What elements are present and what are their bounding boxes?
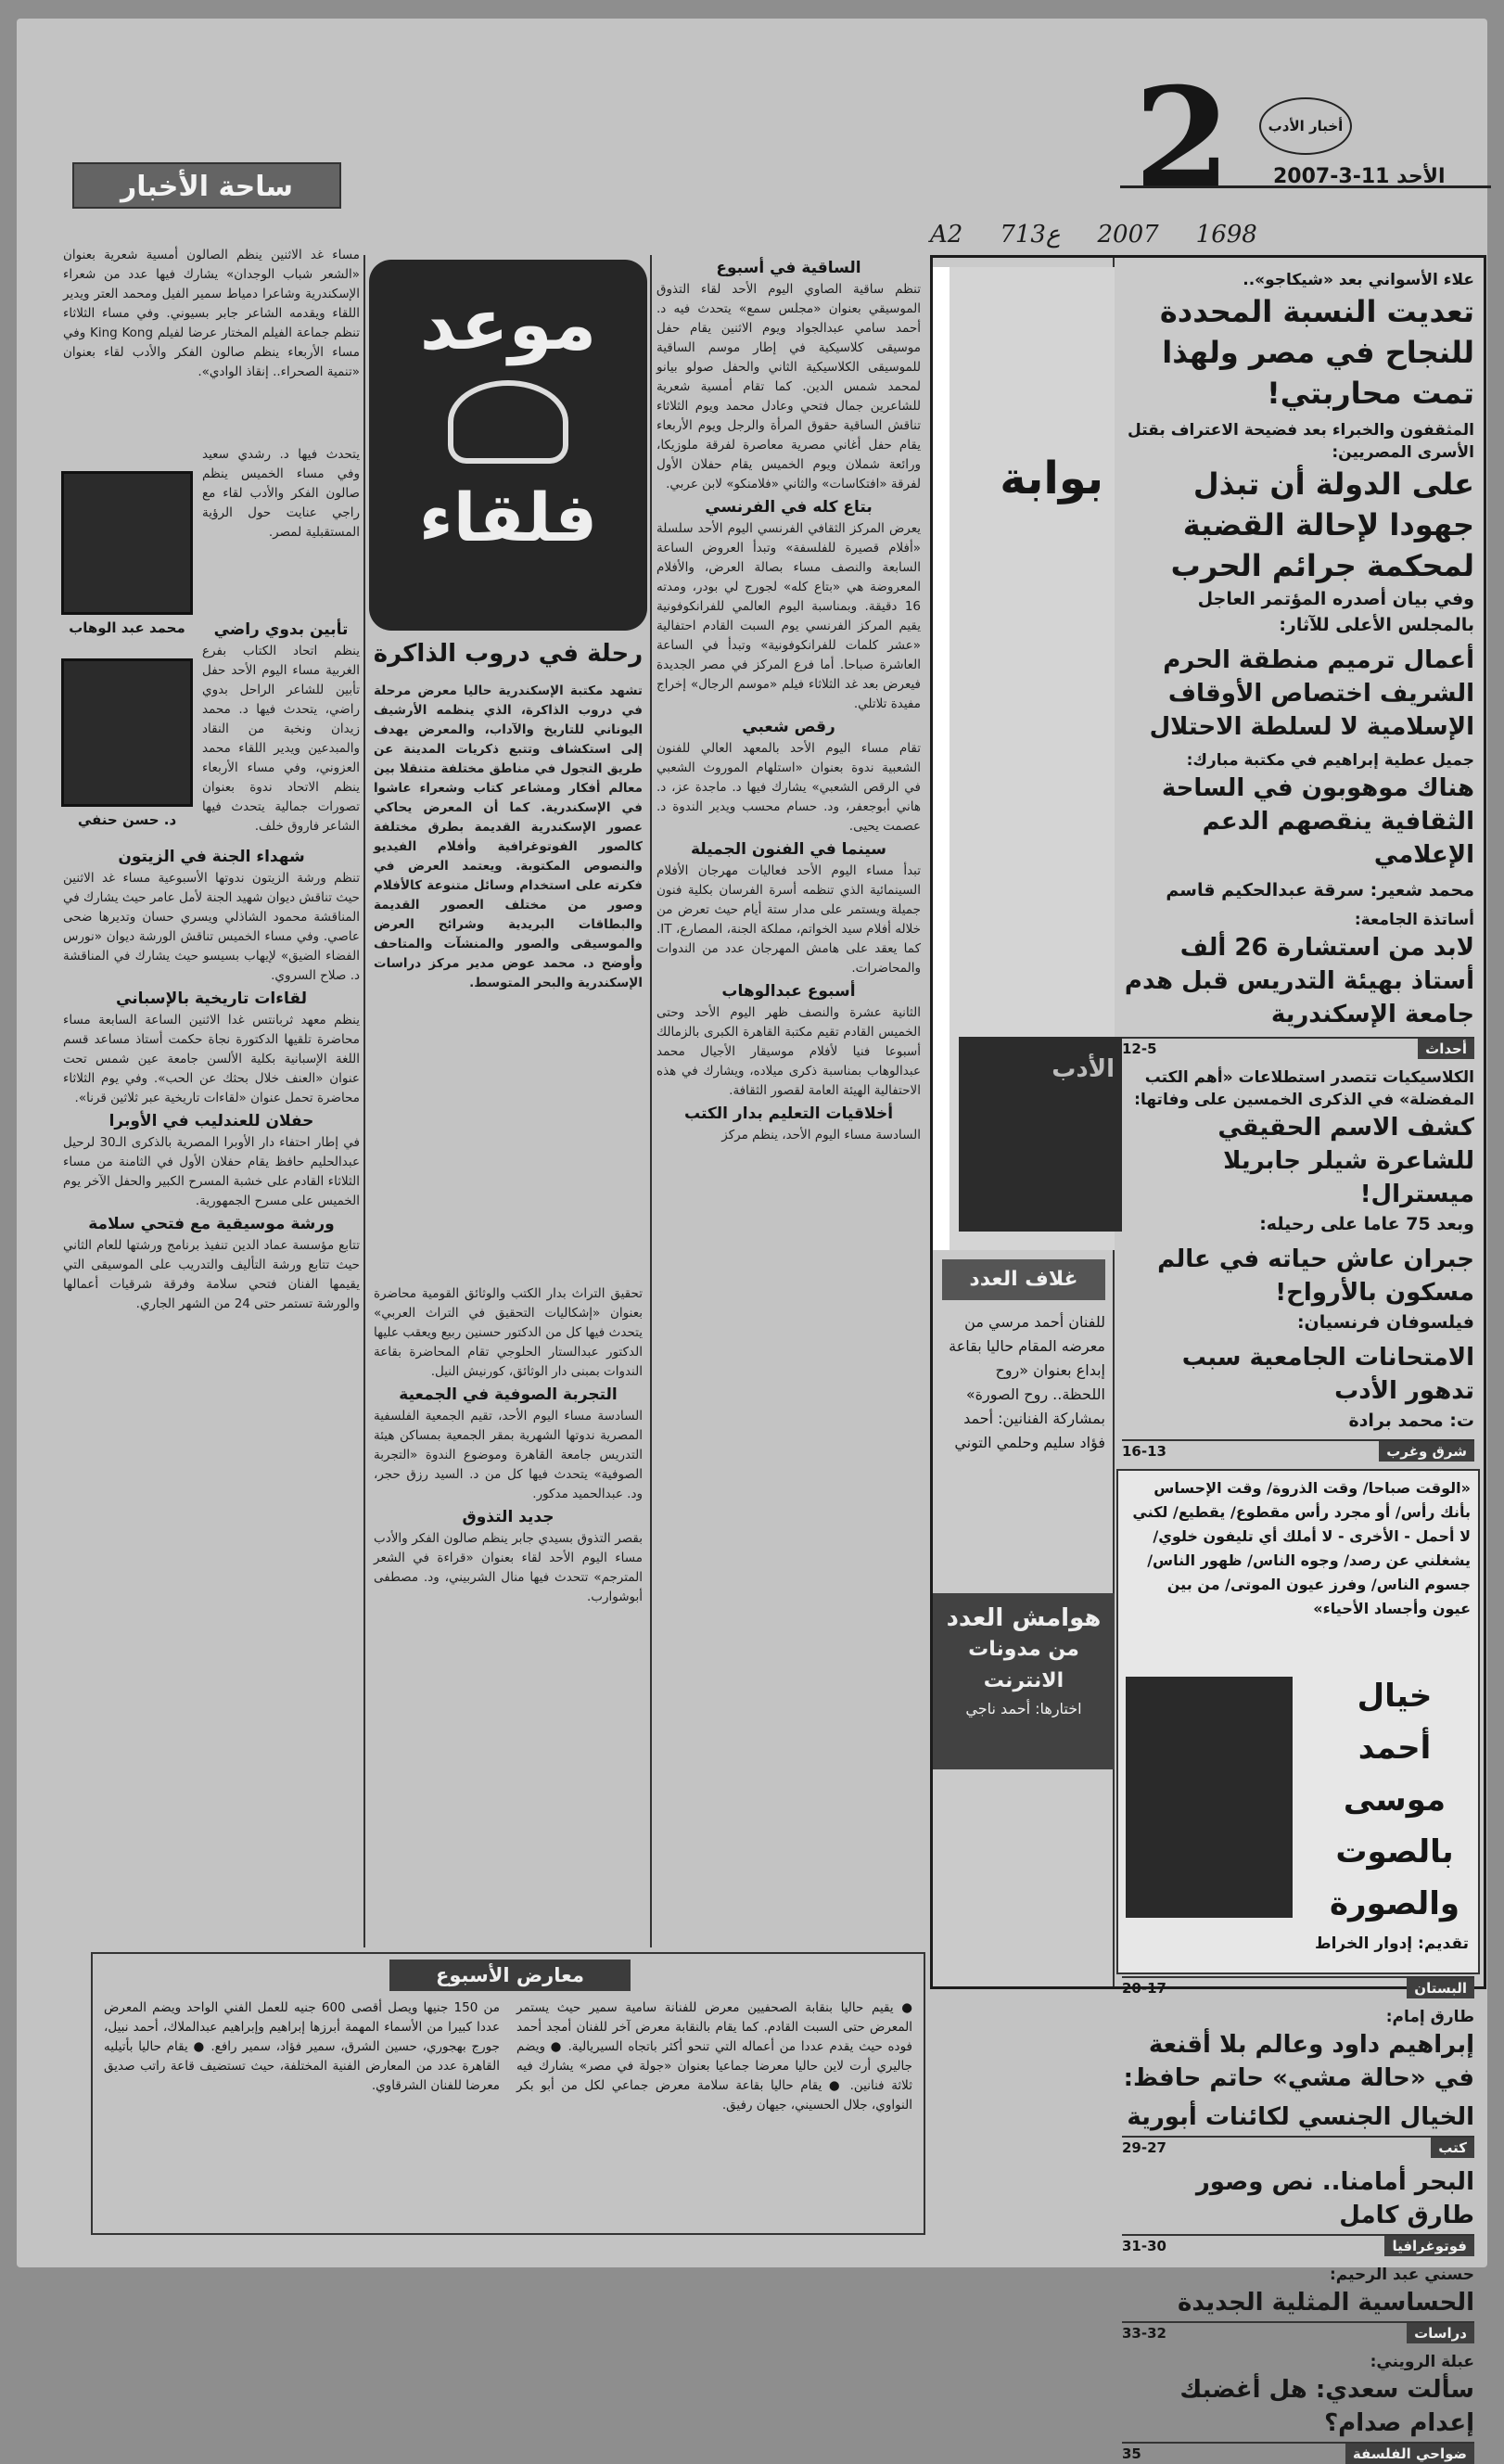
- portrait-photo: [61, 471, 193, 615]
- toc-section-label: دراسات: [1407, 2323, 1474, 2343]
- portal-title: بوابة: [1000, 453, 1103, 504]
- toc-headline: كشف الاسم الحقيقي للشاعرة شيلر جابريلا ميسترال!: [1217, 1114, 1474, 1208]
- toc-kicker: علاء الأسواني بعد «شيكاجو»..: [1243, 271, 1474, 289]
- cover-photo: [959, 1037, 1122, 1232]
- article-title: ورشة موسيقية مع فتحي سلامة: [88, 1215, 335, 1233]
- handwritten-mark: 1698: [1195, 221, 1257, 249]
- toc-headline: على الدولة أن تبذل جهودا لإحالة القضية لمحكمة جرائم الحرب: [1170, 466, 1474, 583]
- article-title: بتاع كله في الفرنسي: [705, 498, 873, 517]
- toc-headline: الامتحانات الجامعية سبب تدهور الأدب: [1181, 1344, 1474, 1405]
- page-number: 2: [1134, 57, 1231, 221]
- article-body: يعرض المركز الثقافي الفرنسي اليوم الأحد سلسلة «أفلام قصيرة للفلسفة» وتبدأ العروض الساعة السابعة والنصف مساء بصالة العرض، والأفلام المعروضة هي «بتاع كله» لجورج لي بودر، ومدته 16 دقيقة. وبمناسبة اليوم العالمي للفرانكوفونية يقيم المركز الفرنسي يوم السبت القادم احتفالية «عشر كلمات للفرانكوفونية» وتبدأ في الساعة العاشرة صباحا. أما فرع المركز في مصر الجديدة فيعرض بعد غد الثلاثاء فيلم «موسم الرجال» إخراج مفيدة تلاتلي.: [656, 521, 921, 711]
- handwritten-mark: 713ع: [1000, 221, 1061, 249]
- toc-section-label: شرق وغرب: [1379, 1441, 1474, 1462]
- exhibitions-column: من 150 جنيها ويصل أقصى 600 جنيه للعمل الفني الواحد ويضم المعرض عددا كبيرا من الأسماء المهمة أبرزها إبراهيم وإبراهيم عبدالملاك، أحمد نبيل، جورج بهجوري، حسين الشرق، سمير فؤاد، سمير رافع. ● يقام حاليا بأتيليه القاهرة عدد من المعارض الفنية المختلفة، حيث تستضيف قاعة راتب صديق معرضا للفنان الشرقاوي.: [104, 2000, 500, 2093]
- feature-title: رحلة في دروب الذاكرة: [373, 640, 644, 668]
- toc-section-separator: [1122, 2442, 1474, 2464]
- article-body: السادسة مساء اليوم الأحد، ينظم مركز: [721, 1128, 921, 1143]
- toc-subhead: وفي بيان أصدره المؤتمر العاجل بالمجلس الأعلى للآثار:: [1197, 589, 1474, 635]
- toc-headline: إبراهيم داود وعالم بلا أقنعة في «حالة مشي» حاتم حافظ:: [1123, 2031, 1474, 2092]
- news-column-ad: [374, 1284, 643, 1947]
- toc-pages: 29-27: [1122, 2139, 1166, 2156]
- issue-date: الأحد 11-3-2007: [1273, 165, 1446, 188]
- toc-headline: جبران عاش حياته في عالم مسكون بالأرواح!: [1157, 1245, 1474, 1307]
- toc-kicker: جميل عطية إبراهيم في مكتبة مبارك:: [1186, 751, 1474, 770]
- news-column-left: [63, 844, 360, 1947]
- handwritten-mark: 2007: [1097, 221, 1159, 249]
- article-body: الثانية عشرة والنصف ظهر اليوم الأحد وحتى الخميس القادم تقيم مكتبة القاهرة الكبرى بالزمالك أسبوعا فنيا لأفلام موسيقار الأجيال محمد عبدالوهاب بمناسبة ذكرى ميلاده، ويشارك في هذه الاحتفالية الهيئة العامة لقصور الثقافة.: [656, 1005, 921, 1098]
- margins-title: هوامش العدد: [946, 1604, 1102, 1632]
- toc-item: [1122, 909, 1474, 1031]
- news-snippet: [202, 445, 360, 612]
- toc-pages: 16-13: [1122, 1443, 1166, 1460]
- margins-credit: اختارها: أحمد ناجي: [965, 1700, 1082, 1717]
- toc-headline: الخيال الجنسي لكائنات أبورية: [1127, 2103, 1474, 2131]
- toc-item: [1122, 1066, 1474, 1237]
- article-title: لقاءات تاريخية بالإسباني: [116, 989, 307, 1008]
- toc-kicker: حسني عبد الرحيم:: [1329, 2266, 1474, 2284]
- ad-word: موعد: [419, 283, 597, 365]
- article-body: تبدأ مساء اليوم الأحد فعاليات مهرجان الأفلام السينمائية الذي تنظمه أسرة الفرسان بكلية فنون جميلة ويستمر على مدار ستة أيام حيث تعرض من خلاله أفلام سيد الخواتم، مملكة الجنة، المصارع، IT. كما يعقد على هامش المهرجان عدد من الندوات والمحاضرات.: [656, 863, 921, 976]
- toc-item: [1122, 1243, 1474, 1335]
- toc-item: [1122, 2100, 1474, 2158]
- newspaper-page: [17, 19, 1487, 2462]
- cup-icon: [448, 380, 568, 464]
- article-title: أسبوع عبدالوهاب: [721, 982, 856, 1001]
- exhibitions-body: [104, 1998, 912, 2115]
- publication-logo: أخبار الأدب: [1259, 97, 1352, 155]
- margins-box: [933, 1593, 1115, 1769]
- cover-description: للفنان أحمد مرسي من معرضه المقام حاليا بقاعة إبداع بعنوان «روح اللحظة.. روح الصورة» بمشاركة الفنانين: أحمد فؤاد سليم وحلمي التوني: [949, 1313, 1105, 1451]
- article-body: تنظم ساقية الصاوي اليوم الأحد لقاء التذوق الموسيقي بعنوان «مجلس سمع» يتحدث فيه د. أحمد سامي عبدالجواد ويوم الاثنين يقام حفل موسيقى كلاسيكية في إطار موسم الساقية للموسيقى الكلاسيكية الثاني والحفل صولو بيانو لمحمد شمس الدين. كما تقام أمسية شعرية للشاعرين جمال فتحي وعادل محمد ويوم الثلاثاء تناقش الساقية حقوق المرأة والرجل ويوم الأربعاء يقام حفل أغاني مصرية معاصرة لفرقة ملوزيكا، ورائعة شملان ويوم الخميس يقام حفلان الأول لفرقة «افتكاسات» والثاني «فلامنكو» لابن عربي.: [656, 282, 921, 492]
- photo-caption: د. حسن حنفي: [77, 811, 177, 828]
- toc-headline: تعديت النسبة المحددة للنجاح في مصر ولهذا تمت محاربتي!: [1159, 294, 1474, 411]
- toc-subhead: فيلسوفان فرنسيان:: [1296, 1312, 1474, 1333]
- toc-section-separator: [1122, 1037, 1474, 1059]
- article-body: مساء غد الاثنين ينظم الصالون أمسية شعرية بعنوان «الشعر شباب الوجدان» يشارك فيها عدد من شعراء الإسكندرية وشاعرا دمياط سمير الفيل ومحمد العتر ويدير اللقاء ويقدمه الشاعر جابر بسيوني. وفي مساء الثلاثاء تنظم جماعة الفيلم المختار عرضا لفيلم King Kong وفي مساء الأربعاء ينظم صالون الفكر والأدب لقاء بعنوان «تنمية الصحراء.. إنقاذ الوادي».: [63, 248, 360, 379]
- toc-item: [1122, 269, 1474, 414]
- poem-title: خيال أحمد موسى بالصوت والصورة: [1329, 1678, 1460, 1922]
- toc-section-label: فوتوغرافيا: [1384, 2236, 1474, 2256]
- article-title: الساقية في أسبوع: [716, 259, 861, 277]
- article-body: تنظم ورشة الزيتون ندوتها الأسبوعية مساء غد الاثنين حيث تناقش ديوان شهيد الجنة لأمل عامر حيث يشارك في المناقشة محمود الشاذلي ويسري حسان وتديرها ضحى عاصي. وفي مساء الخميس تناقش الورشة ديوان «نورس الفضاء الضيق» لإيهاب بسيسو حيث يشارك في المناقشة د. صلاح السروي.: [63, 871, 360, 983]
- toc-pages: 33-32: [1122, 2325, 1166, 2342]
- photo-caption: محمد عبد الوهاب: [69, 619, 185, 636]
- portal-panel: [933, 267, 1115, 1250]
- header-rule: [1120, 185, 1491, 188]
- ad-word: فلقاء: [418, 479, 598, 556]
- article-body: تقام مساء اليوم الأحد بالمعهد العالي للفنون الشعبية ندوة بعنوان «استلهام الموروث الشعبي في الرقص الشعبي» يشارك فيها د. ماجدة عز، د. هاني أبوجعفر، ود. حسام محسب ويدير الندوة د. عصمت يحيى.: [656, 741, 921, 834]
- toc-section-separator: [1122, 2234, 1474, 2256]
- article-body: في إطار احتفاء دار الأوبرا المصرية بالذكرى الـ30 لرحيل عبدالحليم حافظ يقام حفلان الأول في الثامنة من مساء الثلاثاء القادم على خشبة المسرح الكبير والحفل الآخر يوم الخميس على مسرح الجمهورية.: [63, 1135, 360, 1208]
- cover-title: غلاف العدد: [942, 1259, 1105, 1300]
- exhibitions-title: معارض الأسبوع: [389, 1960, 631, 1991]
- toc-section-separator: [1122, 2321, 1474, 2343]
- portrait-photo: [61, 658, 193, 807]
- toc-item: [1122, 2165, 1474, 2256]
- toc-pages: 12-5: [1122, 1040, 1157, 1057]
- news-column-left-top: [63, 246, 360, 440]
- poem-feature: [1116, 1469, 1480, 1974]
- toc-pages: 20-17: [1122, 1980, 1166, 1997]
- article-title: سينما في الفنون الجميلة: [690, 840, 887, 859]
- toc-section-separator: [1122, 2136, 1474, 2158]
- article-title: تأبين بدوي راضي: [213, 620, 349, 639]
- toc-item: [1122, 2264, 1474, 2343]
- toc-section-separator: [1122, 1976, 1474, 1998]
- feature-article: [374, 682, 643, 1275]
- column-rule: [363, 255, 365, 1947]
- poet-photo: [1126, 1677, 1293, 1918]
- article-title: شهداء الجنة في الزيتون: [118, 848, 305, 866]
- toc-pages: 31-30: [1122, 2238, 1166, 2254]
- exhibitions-column: ● يقيم حاليا بنقابة الصحفيين معرض للفنانة سامية سمير حيث يستمر المعرض حتى السبت القادم. كما يقام بالنقابة معرض آخر للفنان أمجد أحمد فوده حيث يقدم عددا من أعماله التي تنحو أكثر باتجاه السيريالية. ● ويضم جاليري أرت لاين حاليا معرضا جماعيا بعنوان «جولة في مصر» يشارك فيه ثلاثة فنانين. ● يقام حاليا بقاعة سلامة معرض جماعي لكل من أبو بكر النواوي، جلال الحسيني، جيهان رفيق.: [516, 2000, 912, 2113]
- article-title: جديد التذوق: [462, 1508, 554, 1526]
- toc-item: [1122, 1341, 1474, 1434]
- article-title: رقص شعبي: [742, 718, 835, 736]
- toc-kicker: المثقفون والخبراء بعد فضيحة الاعتراف بقتل الأسرى المصريين:: [1128, 421, 1474, 462]
- article-title: حفلان للعندليب في الأوبرا: [108, 1112, 314, 1130]
- toc-item: [1122, 877, 1474, 903]
- toc-kicker: طارق إمام:: [1385, 2008, 1474, 2026]
- article-body: تتابع مؤسسة عماد الدين تنفيذ برنامج ورشتها للعام الثاني حيث تتابع ورشة التأليف والتدريب على الموسيقى التي يقيمها الفنان فتحي سلامة وفرقة شرقيات أعمالها والورشة تستمر حتى 24 من الشهر الجاري.: [63, 1238, 360, 1311]
- exhibitions-box: [91, 1952, 925, 2235]
- news-snippet: [202, 617, 360, 839]
- toc-section-separator: [1122, 1439, 1474, 1462]
- toc-kicker: الكلاسيكيات تتصدر استطلاعات «أهم الكتب المفضلة» في الذكرى الخمسين على وفاتها:: [1134, 1068, 1474, 1109]
- toc-headline: البحر أمامنا.. نص وصور طارق كامل: [1195, 2168, 1474, 2229]
- article-body: ينظم اتحاد الكتاب بفرع الغربية مساء اليوم الأحد حفل تأبين للشاعر الراحل بدوي راضي، يتحدث فيها د. محمد زيدان ونخبة من النقاد والمبدعين ويدير اللقاء محمد العزوني، وفي مساء الأربعاء ينظم الاتحاد ندوة بعنوان تصورات جمالية يتحدث فيها الشاعر فاروق خلف.: [202, 644, 360, 834]
- news-column-middle: [656, 255, 921, 1947]
- toc-subhead: وبعد 75 عاما على رحيله:: [1259, 1214, 1474, 1234]
- toc-item: [1122, 2351, 1474, 2464]
- poem-credit: تقديم: إدوار الخراط: [1314, 1934, 1469, 1953]
- toc-headline: سألت سعدي: هل أغضبك إعدام صدام؟: [1179, 2376, 1474, 2437]
- toc-subhead: ت: محمد برادة: [1348, 1411, 1474, 1431]
- margins-subtitle: من مدونات الانترنت: [968, 1638, 1079, 1692]
- toc-kicker: عبلة الرويني:: [1370, 2353, 1474, 2371]
- article-body: تحقيق التراث بدار الكتب والوثائق القومية محاضرة بعنوان «إشكاليات التحقيق في التراث العربي» يتحدث فيها كل من الدكتور حسنين ربيع ويعقب عليها الدكتور عبدالستار الحلوجي تقام المحاضرة بقاعة الندوات بمبنى دار الوثائق، كورنيش النيل.: [374, 1286, 643, 1379]
- cover-photo-overlay: الأدب: [1052, 1055, 1115, 1083]
- article-body: ينظم معهد ثربانتس غدا الاثنين الساعة السابعة مساء محاضرة تلقيها الدكتورة نجاة حكمت أستاذ مساعد قسم اللغة الإسبانية بكلية الألسن جامعة عين شمس تحت عنوان «العنف خلال بحثك عن الحب». وفي يوم الثلاثاء محاضرة تحمل عنوان «لقاءات تاريخية عبر ثلاثين قرنا».: [63, 1013, 360, 1105]
- handwritten-note: [930, 221, 1486, 249]
- toc-item: [1122, 749, 1474, 872]
- article-body: السادسة مساء اليوم الأحد، تقيم الجمعية الفلسفية المصرية ندوتها الشهرية بمقر الجمعية بمساكن هيئة التدريس جامعة القاهرة وموضوع الندوة «التجربة الصوفية» يتحدث فيها كل من د. السيد رزق حجر، ود. عبدالحميد مدكور.: [374, 1409, 643, 1501]
- cafe-ad: [369, 260, 647, 631]
- contents-side-column: [933, 258, 1115, 1986]
- toc-section-label: كتب: [1431, 2138, 1474, 2158]
- toc-section-label: البستان: [1407, 1978, 1474, 1998]
- toc-headline: هناك موهوبون في الساحة الثقافية ينقصهم الدعم الإعلامي: [1161, 774, 1474, 869]
- poem-text: «الوقت صباحا/ وقت الذروة/ وقت الإحساس بأنك رأس/ أو مجرد رأس مقطوع/ يقطيع/ لكني لا أحمل - الأخرى - لا أملك أي تليفون خلوي/ يشغلني عن رصد/ وجوه الناس/ ظهور الناس/ جسوم الناس/ وفرز عيون الموتى/ من بين عيون وأجساد الأحياء»: [1132, 1479, 1471, 1617]
- contents-main-column: [1113, 258, 1484, 2462]
- toc-kicker: أساتذة الجامعة:: [1354, 911, 1474, 929]
- section-banner: ساحة الأخبار: [72, 162, 341, 209]
- article-body: تشهد مكتبة الإسكندرية حاليا معرض مرحلة في دروب الذاكرة، الذي ينظمه الأرشيف اليوناني للتاريخ والآداب، والمعرض يهدف إلى استكشاف وتتبع ذكريات المدينة عن طريق التجول في مناطق مختلفة متنقلا بين معالم أفكار ومشاعر كتاب وشعراء عاشوا في الإسكندرية. كما أن المعرض يحاكي عصور الإسكندرية القديمة بطرق مختلفة كالصور الفوتوغرافية وأفلام الفيديو والنصوص المكتوبة. ويعتمد العرض في فكرته على استخدام وسائل متنوعة كالأفلام وصور من مختلف العصور القديمة والبطاقات البريدية وشرائح العرض والموسيقى والصور والمنشآت والمتاحف وأوضح د. محمد عوض مدير مركز دراسات الإسكندرية والبحر المتوسط.: [374, 683, 643, 990]
- toc-item: [1122, 2006, 1474, 2095]
- toc-headline: الحساسية المثلية الجديدة: [1178, 2289, 1474, 2317]
- article-body: بقصر التذوق بسيدي جابر ينظم صالون الفكر والأدب مساء اليوم الأحد لقاء بعنوان «قراءة في الشعر المترجم» تتحدث فيها منال الشربيني، ود. مصطفى أبوشوارب.: [374, 1531, 643, 1604]
- toc-headline: أعمال ترميم منطقة الحرم الشريف اختصاص الأوقاف الإسلامية لا لسلطة الاحتلال: [1149, 646, 1474, 741]
- toc-headline: لابد من استشارة 26 ألف أستاذ بهيئة التدريس قبل هدم جامعة الإسكندرية: [1124, 934, 1474, 1028]
- toc-pages: 35: [1122, 2445, 1141, 2462]
- column-rule: [650, 255, 652, 1947]
- article-title: أخلاقيات التعليم بدار الكتب: [683, 1104, 894, 1123]
- toc-item: [1122, 419, 1474, 638]
- article-body: يتحدث فيها د. رشدي سعيد وفي مساء الخميس ينظم صالون الفكر والأدب لقاء مع راجي عنايت حول الرؤية المستقبلية لمصر.: [202, 447, 360, 540]
- article-title: التجربة الصوفية في الجمعية: [399, 1385, 618, 1404]
- toc-subhead: محمد شعير: سرقة عبدالحكيم قاسم: [1166, 880, 1474, 900]
- handwritten-mark: A2: [930, 221, 963, 249]
- toc-item: [1122, 644, 1474, 744]
- toc-section-label: أحداث: [1418, 1039, 1474, 1059]
- toc-section-label: ضواحي الفلسفة: [1345, 2444, 1474, 2464]
- contents-box: [930, 255, 1486, 2462]
